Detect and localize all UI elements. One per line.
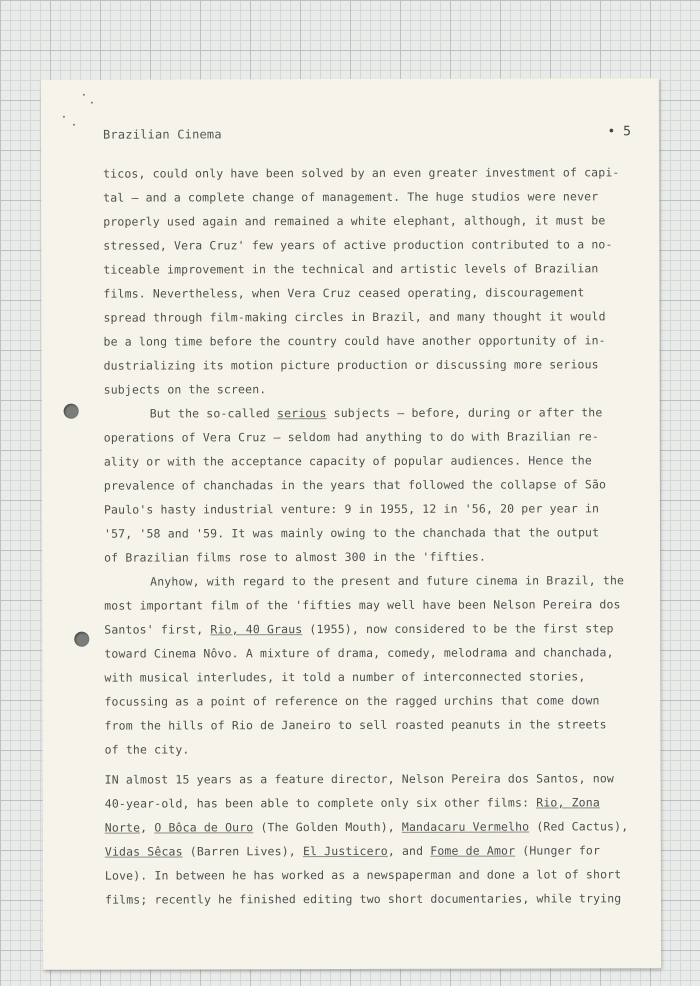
text-line: ticeable improvement in the technical and artistic levels of Brazilian xyxy=(103,261,599,277)
text-line xyxy=(104,616,639,641)
text-line: dustrializing its motion picture production or discussing more serious xyxy=(103,357,599,373)
running-header-title: Brazilian Cinema xyxy=(102,127,222,142)
film-title: Norte xyxy=(104,820,141,835)
text-run: subjects — before, during or after the xyxy=(326,405,603,421)
text-line: toward Cinema Nôvo. A mixture of drama, comedy, melodrama and chanchada, xyxy=(104,645,614,661)
text-line: from the hills of Rio de Janeiro to sell roasted peanuts in the streets xyxy=(104,717,607,733)
text-line: operations of Vera Cruz — seldom had anything to do with Brazilian re- xyxy=(103,429,599,445)
film-title: Fome de Amor xyxy=(430,843,516,858)
text-line: films; recently he finished editing two short documentaries, while trying xyxy=(104,891,622,907)
paragraph xyxy=(103,160,639,401)
text-line: most important film of the 'fifties may well have been Nelson Pereira dos xyxy=(104,597,621,613)
text-line: tal — and a complete change of management. The huge studios were never xyxy=(103,189,599,205)
text-line: be a long time before the country could have another opportunity of in- xyxy=(103,333,606,349)
punch-hole xyxy=(64,404,79,419)
film-title: El Justicero xyxy=(302,843,388,859)
film-title: Rio, Zona xyxy=(536,795,600,810)
text-run: 40-year-old, has been able to complete only six other films: xyxy=(104,795,537,811)
text-line: focussing as a point of reference on the ragged urchins that come down xyxy=(104,693,600,709)
film-title: Vidas Sêcas xyxy=(104,844,183,859)
film-title: Rio, 40 Graus xyxy=(210,622,303,637)
paper-sheet xyxy=(41,78,661,970)
paragraph xyxy=(104,400,639,569)
text-line: ticos, could only have been solved by an even greater investment of capi- xyxy=(103,165,620,181)
paragraph xyxy=(104,568,640,761)
film-title: O Bôca de Ouro xyxy=(154,820,254,835)
text-run: But the so-called xyxy=(149,406,278,421)
text-line xyxy=(105,814,640,839)
paper-speck xyxy=(83,94,85,96)
text-line xyxy=(105,838,640,863)
paragraph xyxy=(105,766,640,911)
text-line xyxy=(104,400,639,425)
text-line: spread through film-making circles in Brazil, and many thought it would xyxy=(103,309,606,325)
text-line: of Brazilian films rose to almost 300 in the 'fifties. xyxy=(104,549,487,565)
underlined-word: serious xyxy=(277,406,327,421)
text-line: of the city. xyxy=(104,742,190,757)
text-line: '57, '58 and '59. It was mainly owing to the chanchada that the output xyxy=(104,525,600,541)
paper-speck xyxy=(73,124,75,126)
text-line: stressed, Vera Cruz' few years of active production contributed to a no- xyxy=(103,237,613,253)
text-run: Santos' first, xyxy=(104,622,211,637)
text-line: ality or with the acceptance capacity of popular audiences. Hence the xyxy=(103,453,592,469)
text-line: subjects on the screen. xyxy=(103,382,267,397)
text-line: Anyhow, with regard to the present and future cinema in Brazil, the xyxy=(150,573,625,589)
text-line: Love). In between he has worked as a newspaperman and done a lot of short xyxy=(104,867,622,883)
text-line: films. Nevertheless, when Vera Cruz ceased operating, discouragement xyxy=(103,285,585,301)
paper-speck xyxy=(63,116,65,118)
text-line: IN almost 15 years as a feature director, Nelson Pereira dos Santos, now xyxy=(104,771,614,787)
text-line: prevalence of chanchadas in the years that followed the collapse of São xyxy=(103,477,607,493)
film-title: Mandacaru Vermelho xyxy=(401,819,530,834)
text-run: (Barren Lives), xyxy=(182,844,303,859)
text-run: , and xyxy=(387,843,431,858)
text-run: (1955), now considered to be the first step xyxy=(302,621,614,637)
text-run: , xyxy=(140,820,155,835)
page-number: • 5 xyxy=(607,124,631,140)
text-run: (Hunger for xyxy=(515,843,601,858)
text-run: (Red Cactus), xyxy=(529,819,629,834)
text-line: Paulo's hasty industrial venture: 9 in 1955, 12 in '56, 20 per year in xyxy=(103,501,600,517)
text-line xyxy=(105,790,640,815)
body-text xyxy=(103,160,640,911)
punch-hole xyxy=(74,632,89,647)
text-line: properly used again and remained a white elephant, although, it must be xyxy=(103,213,606,229)
paper-speck xyxy=(91,102,93,104)
text-run: (The Golden Mouth), xyxy=(253,819,402,835)
text-line: with musical interludes, it told a number of interconnected stories, xyxy=(104,669,586,685)
